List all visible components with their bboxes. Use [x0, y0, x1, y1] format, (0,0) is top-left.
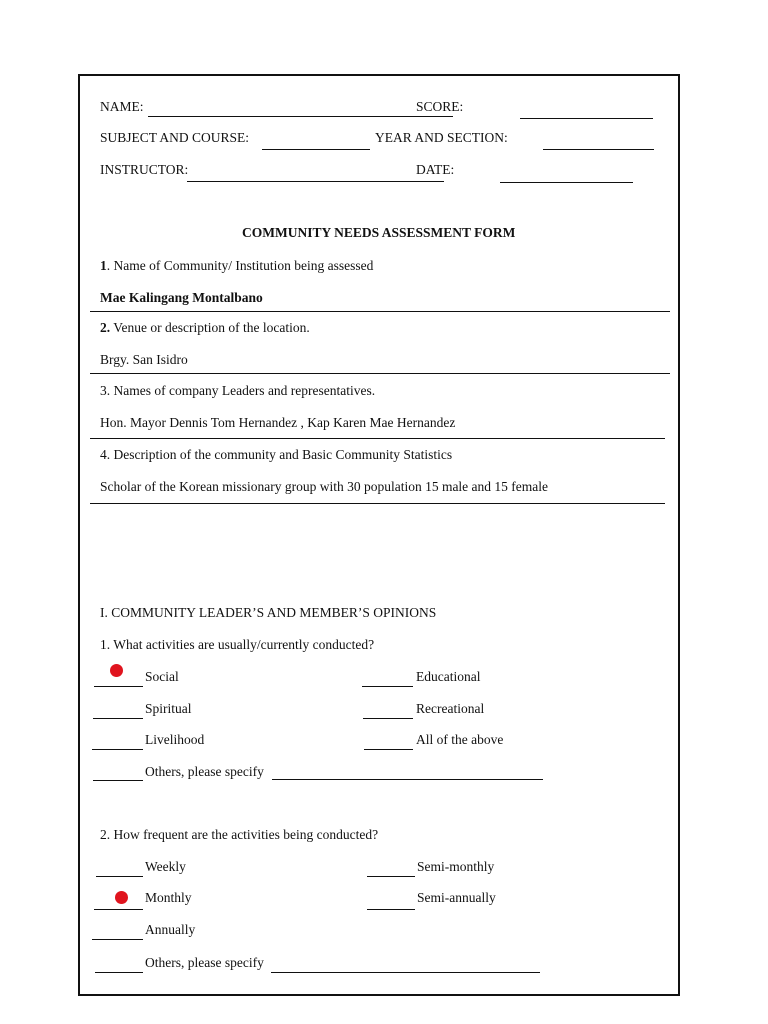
subject-field[interactable]	[262, 149, 370, 150]
option-semi-monthly-blank[interactable]	[367, 876, 415, 877]
form-title: COMMUNITY NEEDS ASSESSMENT FORM	[242, 225, 516, 240]
option-others-blank[interactable]	[95, 972, 143, 973]
option-annually-label: Annually	[145, 922, 196, 937]
item-2-question: 2. Venue or description of the location.	[100, 320, 310, 335]
item-1-divider	[90, 311, 670, 312]
item-1-answer[interactable]: Mae Kalingang Montalbano	[100, 290, 263, 305]
option-spiritual-blank[interactable]	[93, 718, 143, 719]
option-recreational-label: Recreational	[416, 701, 485, 716]
option-all-blank[interactable]	[364, 749, 413, 750]
selected-mark-icon	[115, 891, 128, 904]
option-social-blank[interactable]	[94, 686, 143, 687]
item-4-answer[interactable]: Scholar of the Korean missionary group with 30 population 15 male and 15 female	[100, 479, 549, 494]
score-field[interactable]	[520, 118, 653, 119]
option-others-label: Others, please specify	[145, 955, 264, 970]
q2-question: 2. How frequent are the activities being conducted?	[100, 827, 379, 842]
option-livelihood-label: Livelihood	[145, 732, 205, 747]
option-educational-blank[interactable]	[362, 686, 413, 687]
option-all-label: All of the above	[416, 732, 504, 747]
section-1-heading: I. COMMUNITY LEADER’S AND MEMBER’S OPINIONS	[100, 605, 437, 620]
date-label: DATE:	[416, 162, 455, 177]
instructor-field[interactable]	[187, 181, 444, 182]
item-3-answer[interactable]: Hon. Mayor Dennis Tom Hernandez , Kap Karen Mae Hernandez	[100, 415, 456, 430]
selected-mark-icon	[110, 664, 123, 677]
others-specify-field[interactable]	[272, 779, 543, 780]
name-field[interactable]	[148, 116, 453, 117]
item-3-divider	[90, 438, 665, 439]
option-monthly-blank[interactable]	[94, 909, 143, 910]
year-section-label: YEAR AND SECTION:	[375, 130, 508, 145]
option-social-label: Social	[145, 669, 179, 684]
item-2-divider	[90, 373, 670, 374]
option-semi-annually-label: Semi-annually	[417, 890, 496, 905]
option-monthly-label: Monthly	[145, 890, 192, 905]
option-weekly-blank[interactable]	[96, 876, 143, 877]
q1-question: 1. What activities are usually/currently conducted?	[100, 637, 375, 652]
option-livelihood-blank[interactable]	[92, 749, 143, 750]
name-label: NAME:	[100, 99, 144, 114]
option-educational-label: Educational	[416, 669, 481, 684]
form-page	[78, 74, 680, 996]
option-annually-blank[interactable]	[92, 939, 143, 940]
option-semi-annually-blank[interactable]	[367, 909, 415, 910]
year-section-field[interactable]	[543, 149, 654, 150]
date-field[interactable]	[500, 182, 633, 183]
subject-label: SUBJECT AND COURSE:	[100, 130, 250, 145]
item-4-question: 4. Description of the community and Basic Community Statistics	[100, 447, 453, 462]
item-4-divider	[90, 503, 665, 504]
option-spiritual-label: Spiritual	[145, 701, 192, 716]
option-others-blank[interactable]	[93, 780, 143, 781]
instructor-label: INSTRUCTOR:	[100, 162, 189, 177]
item-3-question: 3. Names of company Leaders and representatives.	[100, 383, 376, 398]
item-1-question: 1. Name of Community/ Institution being assessed	[100, 258, 374, 273]
option-others-label: Others, please specify	[145, 764, 264, 779]
option-recreational-blank[interactable]	[363, 718, 413, 719]
option-weekly-label: Weekly	[145, 859, 186, 874]
option-semi-monthly-label: Semi-monthly	[417, 859, 495, 874]
others-specify-field[interactable]	[271, 972, 540, 973]
score-label: SCORE:	[416, 99, 464, 114]
item-2-answer[interactable]: Brgy. San Isidro	[100, 352, 188, 367]
